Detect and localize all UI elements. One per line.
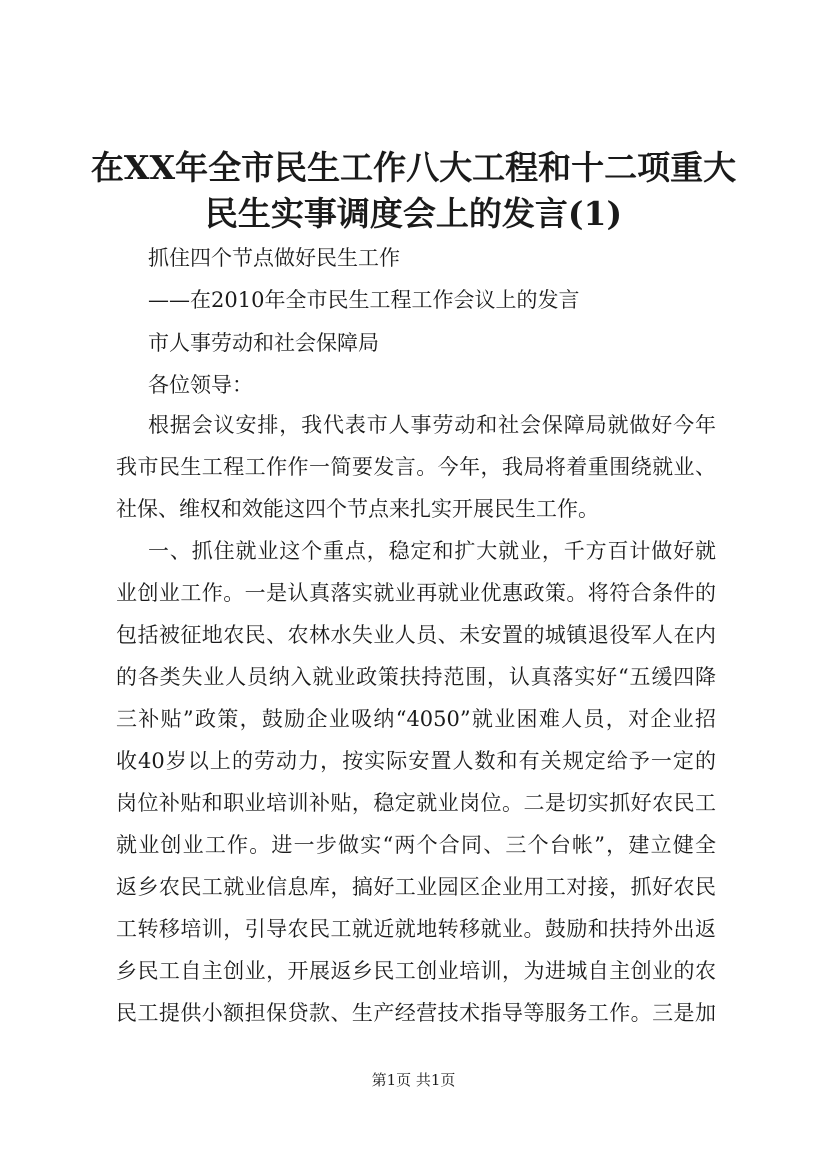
speaker-organization: 市人事劳动和社会保障局 bbox=[148, 331, 379, 355]
paragraph-2-line: 收40岁以上的劳动力，按实际安置人数和有关规定给予一定的 bbox=[116, 749, 716, 773]
paragraph-1-line: 社保、维权和效能这四个节点来扎实开展民生工作。 bbox=[116, 497, 599, 521]
salutation: 各位领导： bbox=[148, 373, 253, 397]
document-title-line-1: 在XX年全市民生工作八大工程和十二项重大 bbox=[90, 148, 737, 187]
document-title-line-2: 民生实事调度会上的发言(1) bbox=[204, 194, 623, 233]
paragraph-1-line: 根据会议安排，我代表市人事劳动和社会保障局就做好今年 bbox=[148, 413, 716, 437]
paragraph-2-line: 就业创业工作。进一步做实“两个合同、三个台帐”，建立健全 bbox=[116, 833, 716, 857]
paragraph-2-line: 岗位补贴和职业培训补贴，稳定就业岗位。二是切实抓好农民工 bbox=[116, 791, 716, 815]
paragraph-1-line: 我市民生工程工作作一简要发言。今年，我局将着重围绕就业、 bbox=[116, 455, 716, 479]
paragraph-2-line: 三补贴”政策，鼓励企业吸纳“4050”就业困难人员，对企业招 bbox=[116, 707, 716, 731]
speech-occasion: ——在2010年全市民生工程工作会议上的发言 bbox=[148, 288, 580, 312]
paragraph-2-line: 乡民工自主创业，开展返乡民工创业培训，为进城自主创业的农 bbox=[116, 959, 716, 983]
paragraph-2-line: 业创业工作。一是认真落实就业再就业优惠政策。将符合条件的 bbox=[116, 581, 716, 605]
paragraph-2-line: 工转移培训，引导农民工就近就地转移就业。鼓励和扶持外出返 bbox=[116, 917, 716, 941]
page-number-footer: 第1页 共1页 bbox=[371, 1071, 456, 1089]
paragraph-2-line: 一、抓住就业这个重点，稳定和扩大就业，千方百计做好就 bbox=[148, 539, 716, 563]
paragraph-2-line: 包括被征地农民、农林水失业人员、未安置的城镇退役军人在内 bbox=[116, 623, 716, 647]
paragraph-2-line: 的各类失业人员纳入就业政策扶持范围，认真落实好“五缓四降 bbox=[116, 665, 716, 689]
paragraph-2-line: 返乡农民工就业信息库，搞好工业园区企业用工对接，抓好农民 bbox=[116, 875, 716, 899]
paragraph-2-line: 民工提供小额担保贷款、生产经营技术指导等服务工作。三是加 bbox=[116, 1001, 716, 1025]
speech-subtitle: 抓住四个节点做好民生工作 bbox=[148, 246, 400, 270]
